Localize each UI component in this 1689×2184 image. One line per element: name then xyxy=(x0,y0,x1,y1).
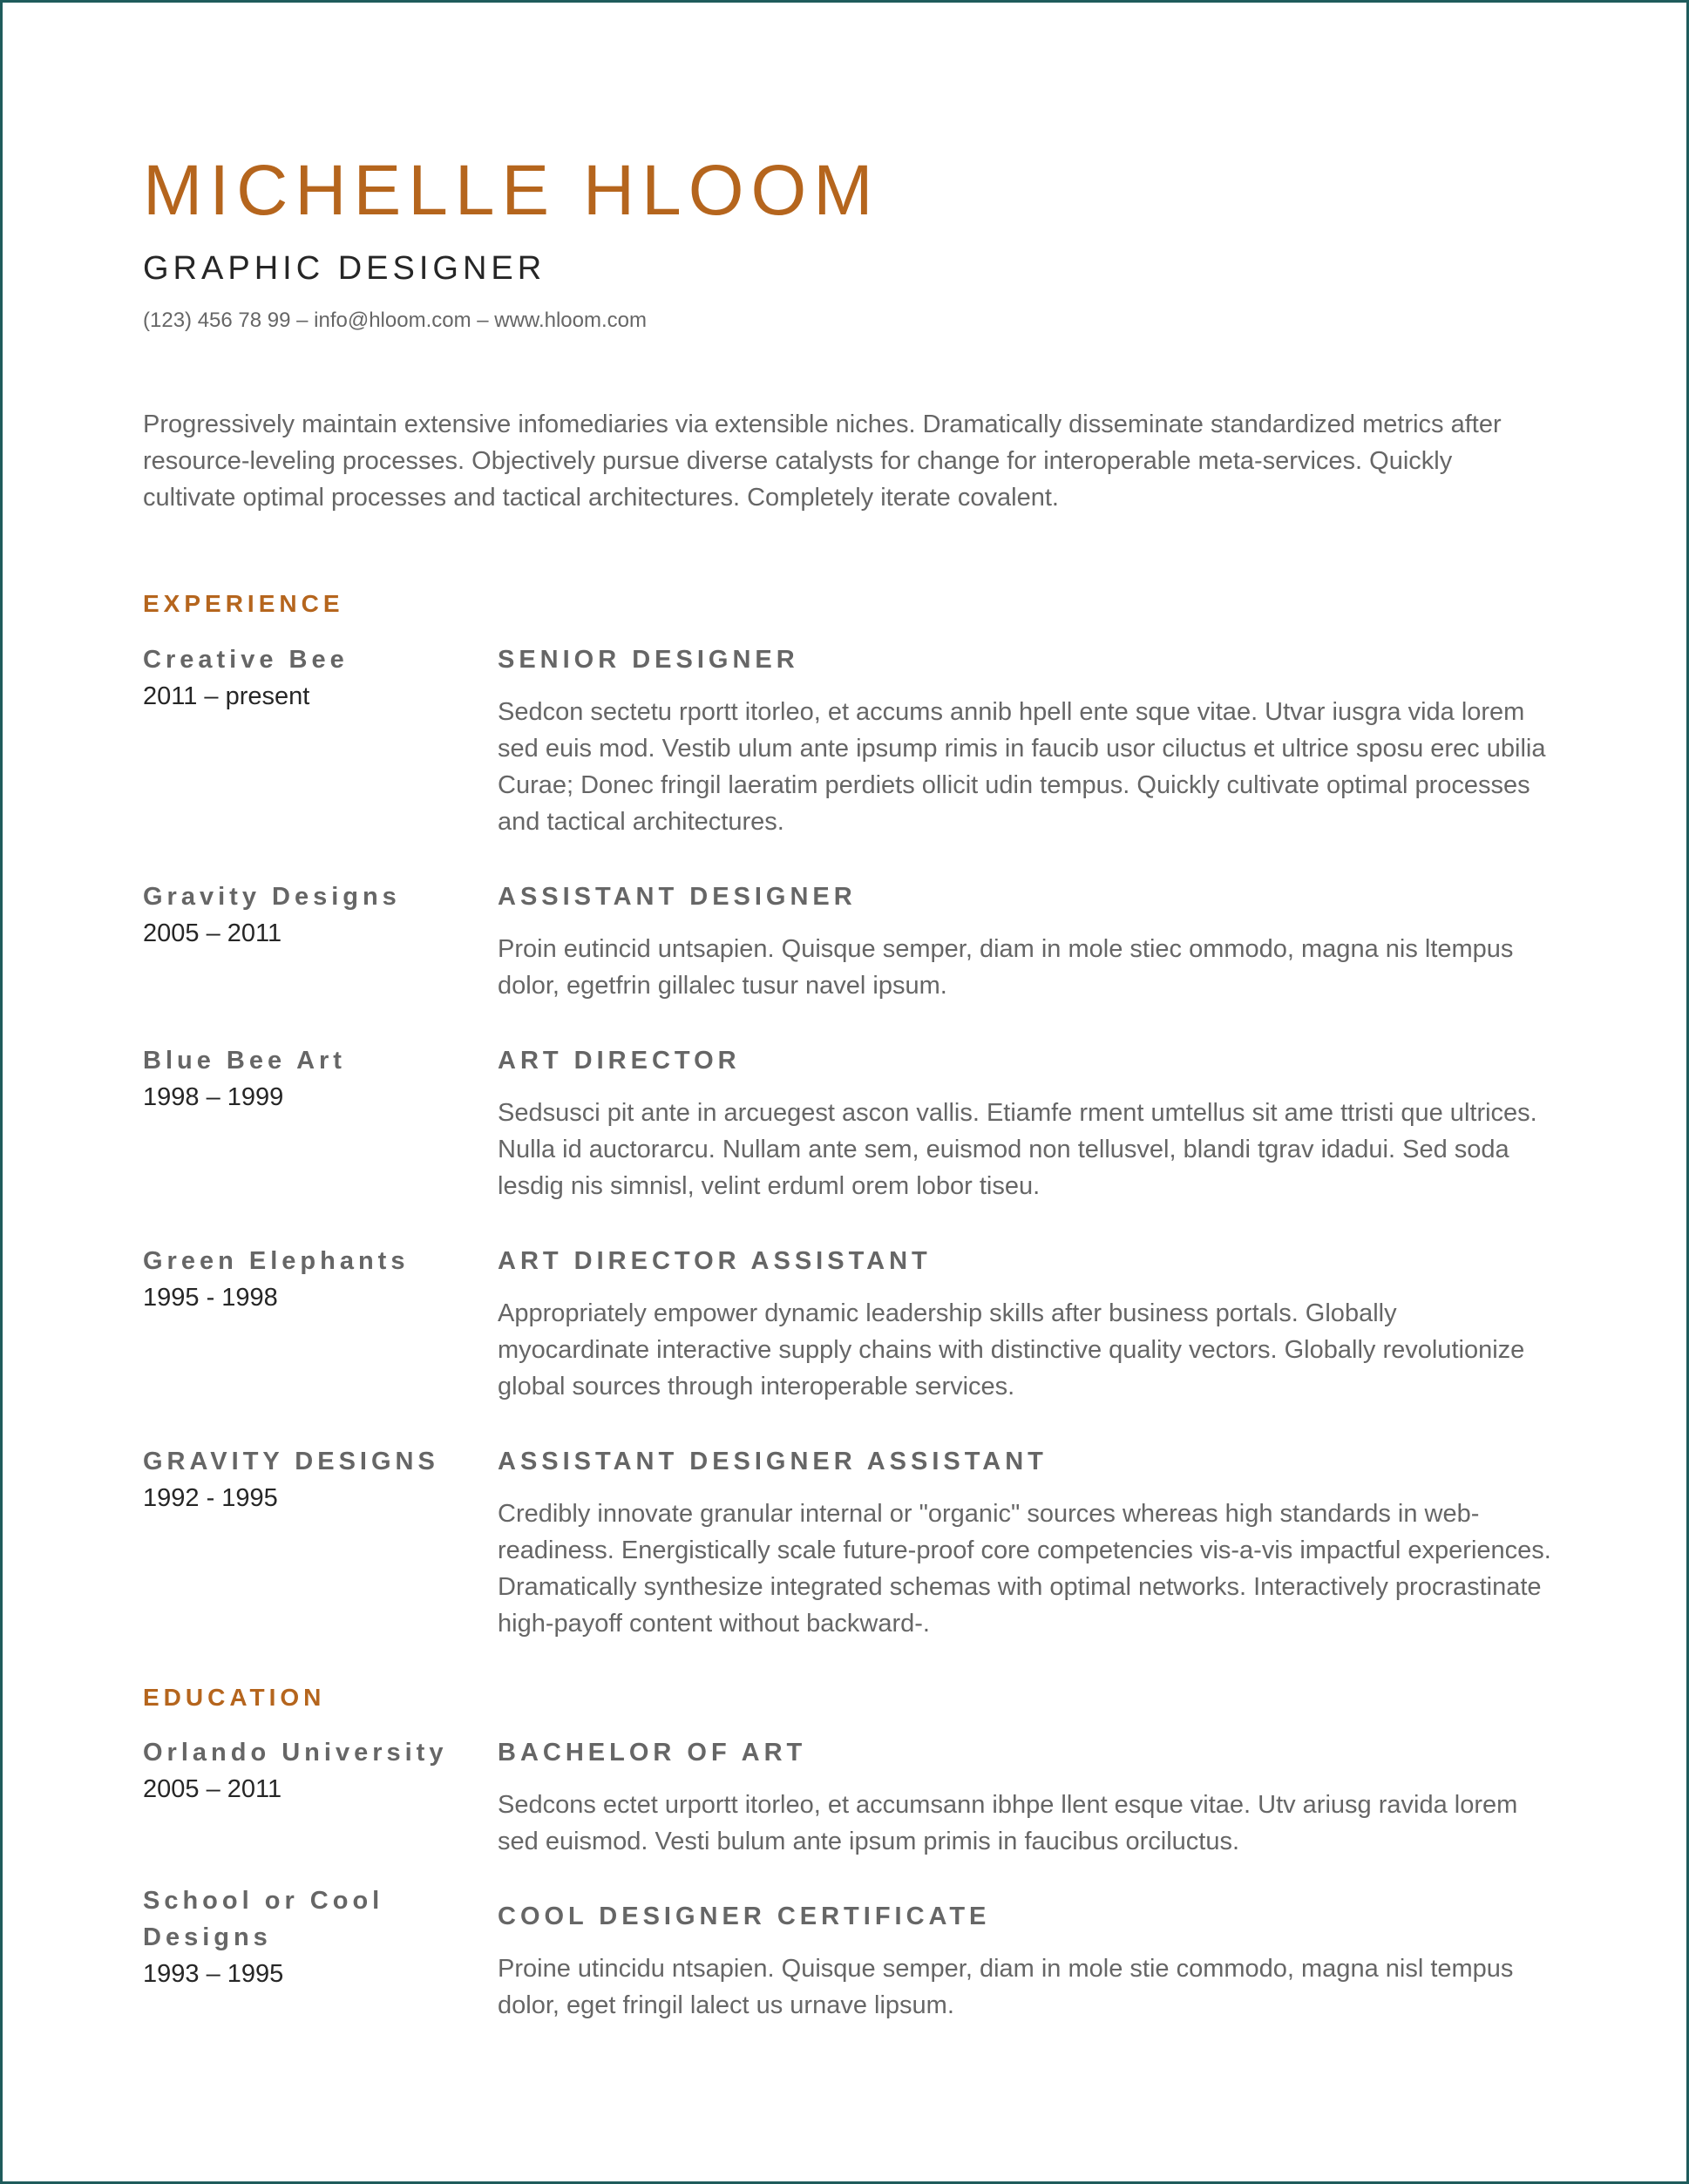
entry-organization: Green Elephants xyxy=(143,1247,410,1275)
entry-left-column xyxy=(143,878,483,952)
experience-heading: EXPERIENCE xyxy=(143,590,344,617)
entry-right-column xyxy=(498,1734,1552,1860)
entry-role: ART DIRECTOR ASSISTANT xyxy=(498,1247,932,1275)
entry-left-column xyxy=(143,1243,483,1316)
entry-right-column xyxy=(498,1898,1552,2024)
candidate-name: MICHELLE HLOOM xyxy=(143,151,880,230)
entry-left-column xyxy=(143,1443,483,1516)
entry-right-column xyxy=(498,1243,1552,1405)
entry-left-column xyxy=(143,641,483,715)
summary-paragraph: Progressively maintain extensive infomediaries via extensible niches. Dramatically disseminate standardized metrics after resource-leveling processes. Objectively pursue diverse catalysts for change for interoperable meta-services. Quickly cultivate optimal processes and tactical architectures. Completely iterate covalent. xyxy=(143,410,1502,512)
entry-right-column xyxy=(498,878,1552,1004)
entry-role: BACHELOR OF ART xyxy=(498,1739,807,1767)
entry-description: Proine utincidu ntsapien. Quisque semper, diam in mole stie commodo, magna nisl tempus dolor, eget fringil lalect us urnave lipsum. xyxy=(498,1955,1514,2019)
entry-organization: Orlando University xyxy=(143,1739,448,1767)
entry-organization: GRAVITY DESIGNS xyxy=(143,1448,439,1475)
entry-right-column xyxy=(498,1042,1552,1204)
entry-role: SENIOR DESIGNER xyxy=(498,646,799,674)
entry-dates: 1998 – 1999 xyxy=(143,1083,284,1111)
entry-role: ASSISTANT DESIGNER ASSISTANT xyxy=(498,1448,1048,1475)
entry-dates: 2011 – present xyxy=(143,682,310,710)
entry-right-column xyxy=(498,641,1552,840)
entry-organization: Creative Bee xyxy=(143,646,349,674)
entry-description: Sedsusci pit ante in arcuegest ascon vallis. Etiamfe rment umtellus sit ame ttristi que ultrices. Nulla id auctorarcu. Nullam ante sem, euismod non tellusvel, blandi tgrav idadui. Sed soda lesdig nis simnisl, velint erduml orem lobor tiseu. xyxy=(498,1099,1537,1200)
entry-role: ASSISTANT DESIGNER xyxy=(498,883,857,911)
entry-description: Credibly innovate granular internal or "organic" sources whereas high standards in web-readiness. Energistically scale future-proof core competencies vis-a-vis impactful experiences. Dramatically synthesize integrated schemas with optimal networks. Interactively procrastinate high-payoff content without backward-. xyxy=(498,1500,1551,1638)
contact-line: (123) 456 78 99 – info@hloom.com – www.hloom.com xyxy=(143,309,647,332)
entry-description: Sedcon sectetu rportt itorleo, et accums annib hpell ente sque vitae. Utvar iusgra vida lorem sed euis mod. Vestib ulum ante ipsump rimis in faucib usor ciluctus et ultrice sposu erec ubilia Curae; Donec fringil laeratim perdiets ollicit udin tempus. Quickly cultivate optimal processes and tactical architectures. xyxy=(498,698,1546,836)
entry-right-column xyxy=(498,1443,1552,1642)
entry-role: COOL DESIGNER CERTIFICATE xyxy=(498,1903,991,1930)
entry-dates: 2005 – 2011 xyxy=(143,919,282,947)
entry-description: Appropriately empower dynamic leadership skills after business portals. Globally myocardinate interactive supply chains with distinctive quality vectors. Globally revolutionize global sources through interoperable services. xyxy=(498,1299,1525,1401)
entry-organization: Blue Bee Art xyxy=(143,1047,346,1075)
entry-description: Sedcons ectet urportt itorleo, et accumsann ibhpe llent esque vitae. Utv ariusg ravida lorem sed euismod. Vesti bulum ante ipsum primis in faucibus orciluctus. xyxy=(498,1791,1518,1855)
entry-left-column xyxy=(143,1882,431,1992)
entry-left-column xyxy=(143,1042,483,1116)
candidate-title: GRAPHIC DESIGNER xyxy=(143,250,546,287)
entry-organization: Gravity Designs xyxy=(143,883,401,911)
entry-dates: 1995 - 1998 xyxy=(143,1284,278,1312)
entry-description: Proin eutincid untsapien. Quisque semper, diam in mole stiec ommodo, magna nis ltempus dolor, egetfrin gillalec tusur navel ipsum. xyxy=(498,935,1514,1000)
entry-organization: School or Cool Designs xyxy=(143,1887,384,1951)
entry-dates: 1992 - 1995 xyxy=(143,1484,278,1512)
entry-role: ART DIRECTOR xyxy=(498,1047,741,1075)
entry-dates: 1993 – 1995 xyxy=(143,1960,284,1988)
entry-left-column xyxy=(143,1734,483,1808)
education-heading: EDUCATION xyxy=(143,1684,326,1711)
entry-dates: 2005 – 2011 xyxy=(143,1775,282,1803)
